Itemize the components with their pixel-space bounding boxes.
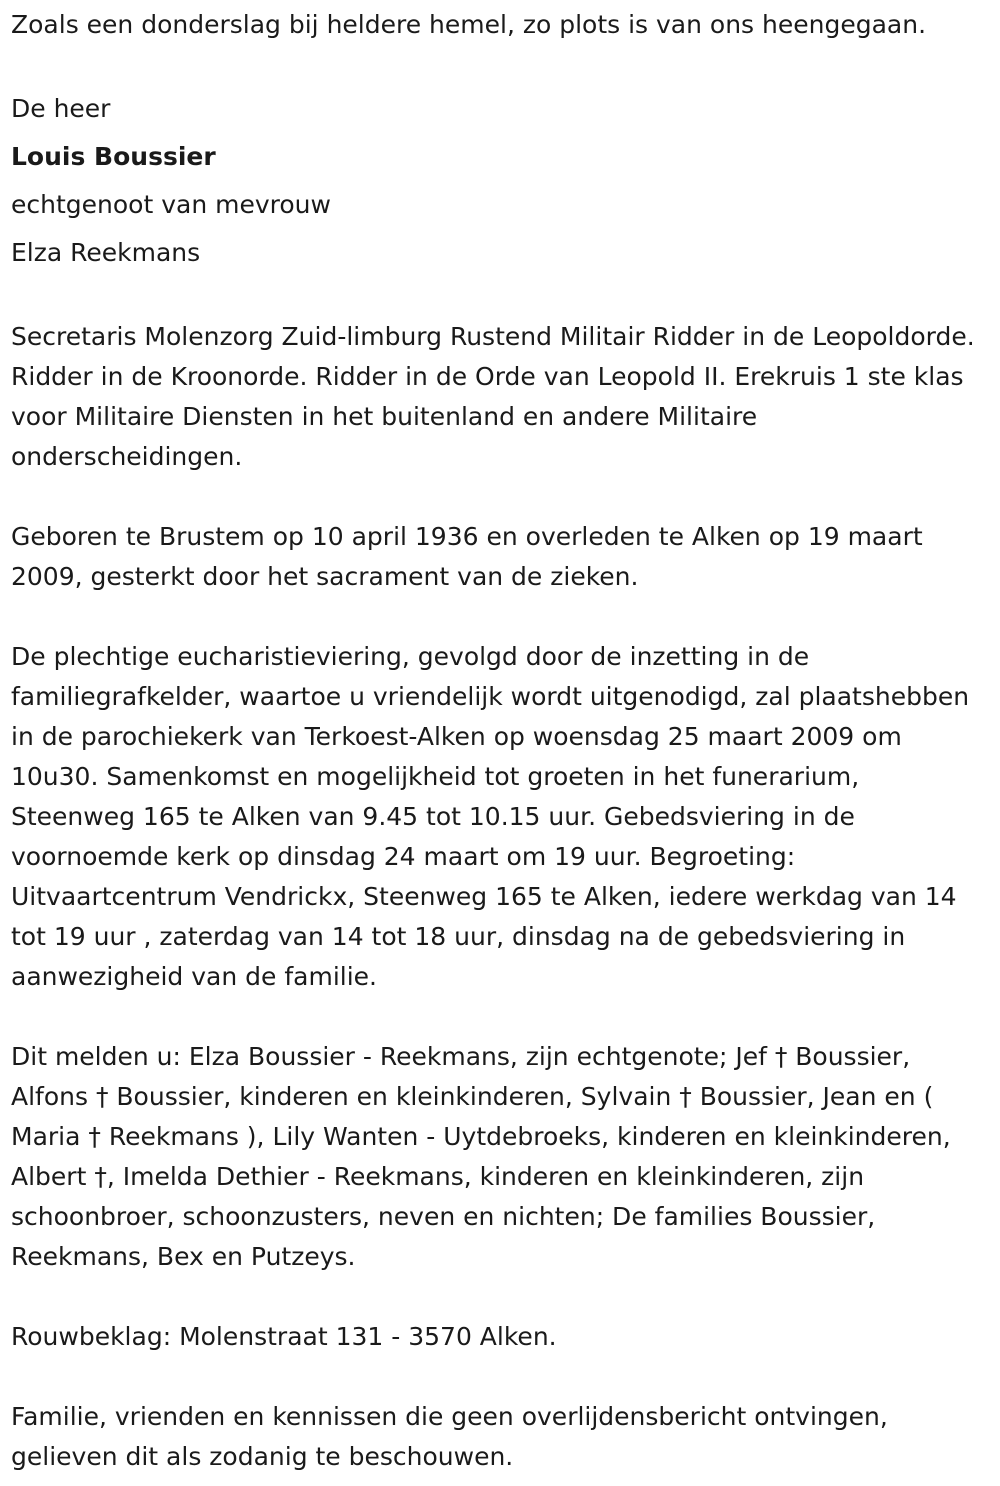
spacer bbox=[11, 277, 986, 317]
intro-text: Zoals een donderslag bij heldere hemel, zo plots is van ons heengegaan. bbox=[11, 10, 927, 39]
birth-death-paragraph: Geboren te Brustem op 10 april 1936 en overleden te Alken op 19 maart 2009, gesterkt door het sacrament van de zieken. bbox=[11, 522, 923, 591]
spacer bbox=[11, 477, 986, 517]
obituary-document bbox=[11, 5, 986, 1477]
spacer bbox=[11, 1277, 986, 1317]
ceremony-paragraph: De plechtige eucharistieviering, gevolgd door de inzetting in de familiegrafkelder, waartoe u vriendelijk wordt uitgenodigd, zal plaatshebben in de parochiekerk van Terkoest-Alken op woensdag 25 maart 2009 om 10u30. Samenkomst en mogelijkheid tot groeten in het funerarium, Steenweg 165 te Alken van 9.45 tot 10.15 uur. Gebedsviering in de voornoemde kerk op dinsdag 24 maart om 19 uur. Begroeting: Uitvaartcentrum Vendrickx, Steenweg 165 te Alken, iedere werkdag van 14 tot 19 uur , zaterdag van 14 tot 18 uur, dinsdag na de gebedsviering in aanwezigheid van de familie. bbox=[11, 642, 970, 991]
spouse-label: echtgenoot van mevrouw bbox=[11, 190, 331, 219]
condolence-address: Rouwbeklag: Molenstraat 131 - 3570 Alken. bbox=[11, 1322, 557, 1351]
spacer bbox=[11, 1357, 986, 1397]
spacer bbox=[11, 597, 986, 637]
spacer bbox=[11, 45, 986, 85]
announced-by-paragraph: Dit melden u: Elza Boussier - Reekmans, zijn echtgenote; Jef † Boussier, Alfons † Boussier, kinderen en kleinkinderen, Sylvain † Boussier, Jean en ( Maria † Reekmans ), Lily Wanten - Uytdebroeks, kinderen en kleinkinderen, Albert †, Imelda Dethier - Reekmans, kinderen en kleinkinderen, zijn schoonbroer, schoonzusters, neven en nichten; De families Boussier, Reekmans, Bex en Putzeys. bbox=[11, 1042, 951, 1271]
closing-paragraph: Familie, vrienden en kennissen die geen overlijdensbericht ontvingen, gelieven dit als zodanig te beschouwen. bbox=[11, 1402, 888, 1471]
titles-paragraph: Secretaris Molenzorg Zuid-limburg Rustend Militair Ridder in de Leopoldorde. Ridder in de Kroonorde. Ridder in de Orde van Leopold II. Erekruis 1 ste klas voor Militaire Diensten in het buitenland en andere Militaire onderscheidingen. bbox=[11, 322, 975, 471]
spouse-name: Elza Reekmans bbox=[11, 238, 201, 267]
spacer bbox=[11, 997, 986, 1037]
deceased-name: Louis Boussier bbox=[11, 142, 216, 171]
salutation: De heer bbox=[11, 94, 111, 123]
